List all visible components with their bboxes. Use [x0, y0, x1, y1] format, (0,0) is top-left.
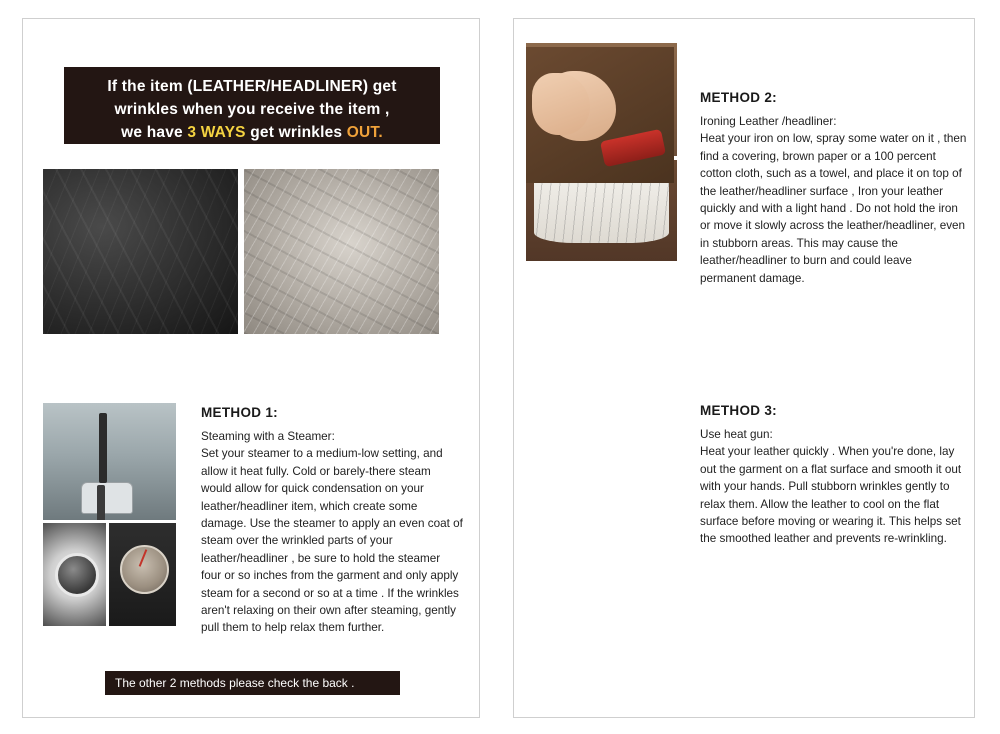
left-page-panel	[22, 18, 480, 718]
right-page-panel	[513, 18, 975, 718]
method-3-text	[700, 426, 968, 548]
headline-highlight-out: OUT.	[346, 124, 383, 141]
back-side-note: The other 2 methods please check the back .	[105, 671, 400, 695]
method-2-subtitle: Ironing Leather /headliner:	[700, 115, 837, 128]
headline-line-3	[64, 121, 440, 144]
leather-dark-photo	[43, 169, 238, 334]
headline-line-1: If the item (LEATHER/HEADLINER) get	[107, 78, 397, 95]
method-2-text	[700, 113, 968, 287]
headline-highlight-ways: 3 WAYS	[187, 124, 246, 141]
headline-line-3-part-c: get wrinkles	[245, 124, 347, 141]
headline-line-2: wrinkles when you receive the item ,	[114, 101, 390, 118]
method-1-subtitle: Steaming with a Steamer:	[201, 430, 335, 443]
method-3-subtitle: Use heat gun:	[700, 428, 773, 441]
headline-line-3-part-a: we have	[121, 124, 188, 141]
steamer-temperature-dial-photo	[109, 523, 176, 626]
method-2-title: METHOD 2:	[700, 90, 777, 105]
method-2-body: Heat your iron on low, spray some water on it , then find a covering, brown paper or a 100 percent cotton cloth, such as a towel, and place it on top of the leather/headliner surface , Iron your leather quickly and with a light hand . Do not hold the iron or move it slowly across the leather/headliner, even in stubborn areas. This may cause the leather/headliner to burn and could leave permanent damage.	[700, 132, 967, 285]
steamer-base-dial-photo	[43, 523, 106, 626]
method-3-title: METHOD 3:	[700, 403, 777, 418]
method-1-title: METHOD 1:	[201, 405, 278, 420]
method-1-text	[201, 428, 463, 637]
headline-banner	[64, 67, 440, 144]
steamer-photo	[43, 403, 176, 520]
method-3-body: Heat your leather quickly . When you're done, lay out the garment on a flat surface and smooth it out with your hands. Pull stubborn wrinkles gently to relax them. Allow the leather to cool on the flat surface before moving or wearing it. This helps set the smoothed leather and prevents re-wrinkling.	[700, 445, 962, 546]
leather-light-photo	[244, 169, 439, 334]
method-1-body: Set your steamer to a medium-low setting, and allow it heat fully. Cold or barely-there steam would allow for quick condensation on your leather/headliner item, which create some damage. Use the steamer to apply an even coat of steam over the wrinkled parts of your leather/headliner , be sure to hold the steamer four or so inches from the garment and only apply steam for a second or so at a time . If the wrinkles aren't relaxing on their own after steaming, gently pull them to help relax them further.	[201, 447, 463, 635]
